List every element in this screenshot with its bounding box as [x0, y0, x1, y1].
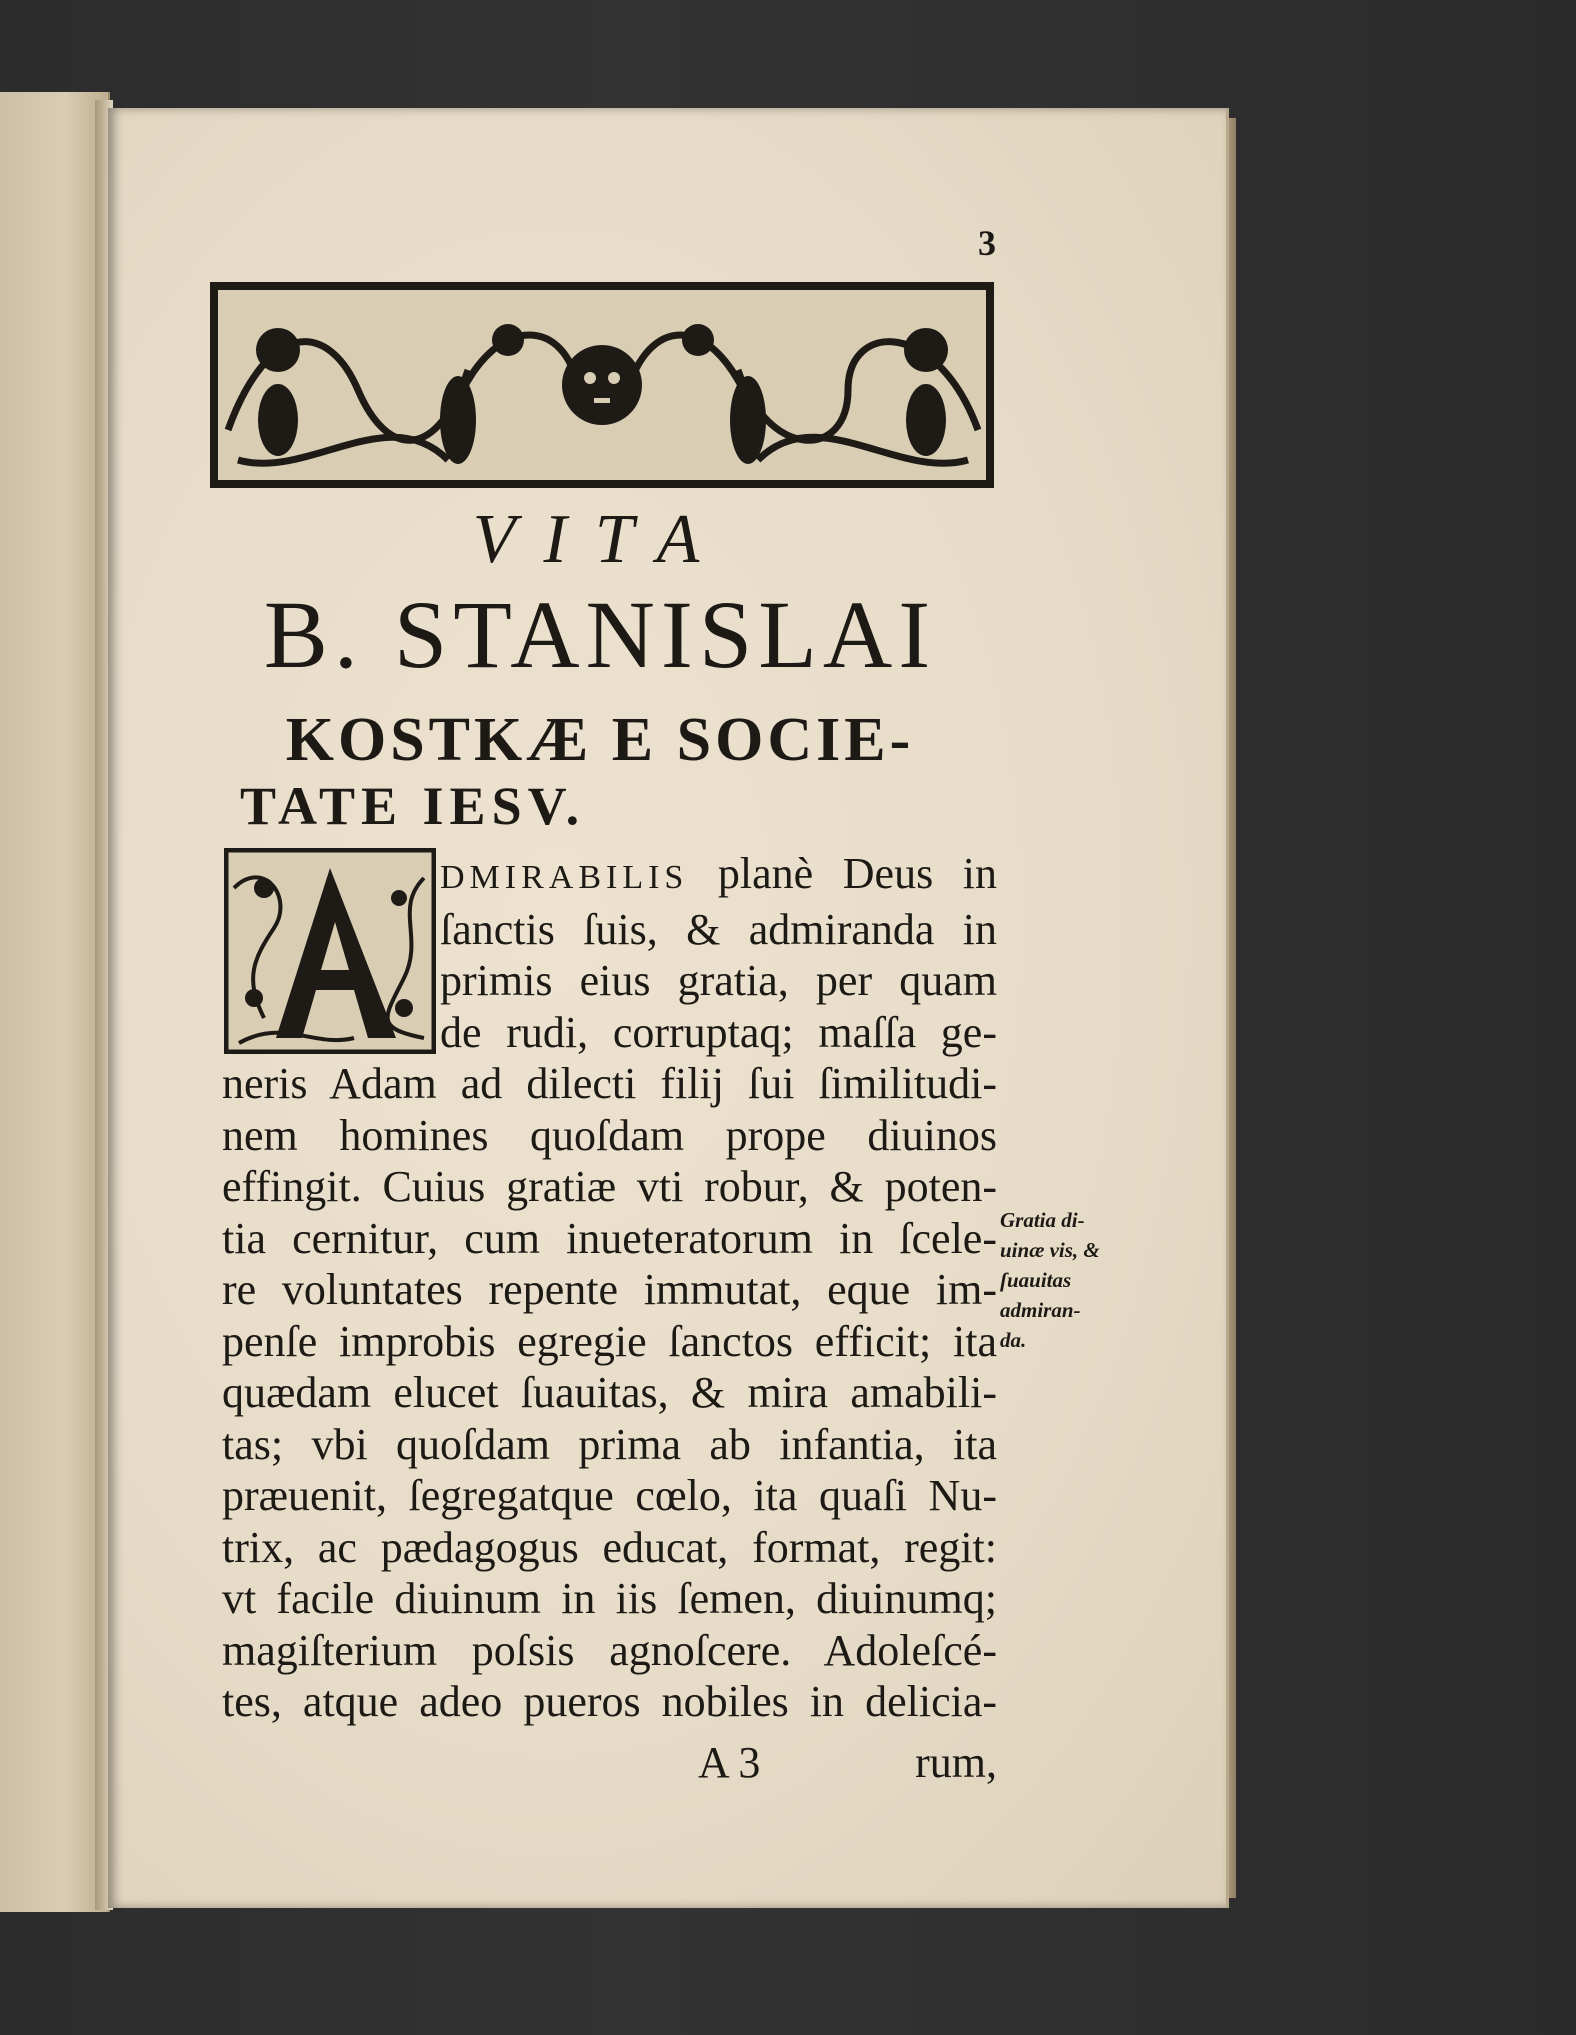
text-line: trix, ac pædagogus educat, format, regit: — [222, 1522, 997, 1572]
first-word-caps: DMIRABILIS — [440, 859, 689, 896]
marginal-note-line: da. — [1000, 1328, 1027, 1352]
title-subtitle-line1: KOSTKÆ E SOCIE- — [285, 706, 915, 774]
text-line: DMIRABILIS planè Deus in — [440, 849, 998, 898]
text-line: penſe improbis egregie ſanctos efficit; ita — [222, 1316, 997, 1366]
facing-page-edge — [0, 92, 110, 1912]
catchline — [222, 1737, 997, 1789]
title-name: B. STANISLAI — [263, 581, 937, 688]
text-line: magiſterium poſsis agnoſcere. Adoleſcé- — [222, 1625, 997, 1675]
text-line: effingit. Cuius gratiæ vti robur, & poten- — [222, 1162, 997, 1211]
text-line: tes, atque adeo pueros nobiles in delicia- — [222, 1677, 997, 1726]
page-number: 3 — [978, 223, 996, 263]
title-vita: VITA — [472, 501, 728, 578]
marginal-note — [1000, 1205, 1180, 1355]
text-line: primis eius gratia, per quam — [440, 956, 997, 1005]
text-line: nem homines quoſdam prope diuinos — [222, 1110, 997, 1160]
text-line: vt facile diuinum in iis ſemen, diuinumq; — [222, 1574, 997, 1623]
text-line: præuenit, ſegregatque cœlo, ita quaſi Nu- — [222, 1471, 997, 1520]
title-subtitle-line2: TATE IESV. — [240, 776, 586, 836]
catchword: rum, — [915, 1738, 997, 1787]
text-line: tia cernitur, cum inueteratorum in ſcele- — [222, 1213, 997, 1263]
text-line: tas; vbi quoſdam prima ab infantia, ita — [222, 1419, 997, 1469]
woodcut-headpiece-ornament — [208, 280, 996, 490]
text-line: re voluntates repente immutat, eque im- — [222, 1265, 997, 1314]
text-line: ſanctis ſuis, & admiranda in — [440, 904, 997, 954]
marginal-note-line: admiran- — [1000, 1298, 1081, 1322]
marginal-note-line: uinæ vis, & — [1000, 1238, 1100, 1262]
marginal-note-line: ſuauitas — [1000, 1268, 1072, 1292]
text-line: de rudi, corruptaq; maſſa ge- — [440, 1007, 997, 1057]
signature-mark: A 3 — [698, 1738, 761, 1787]
text-line: quædam elucet ſuauitas, & mira amabili- — [222, 1368, 997, 1417]
text-line: neris Adam ad dilecti filij ſui ſimilitudi- — [222, 1059, 997, 1108]
marginal-note-line: Gratia di- — [1000, 1208, 1085, 1232]
body-text — [222, 848, 997, 1728]
